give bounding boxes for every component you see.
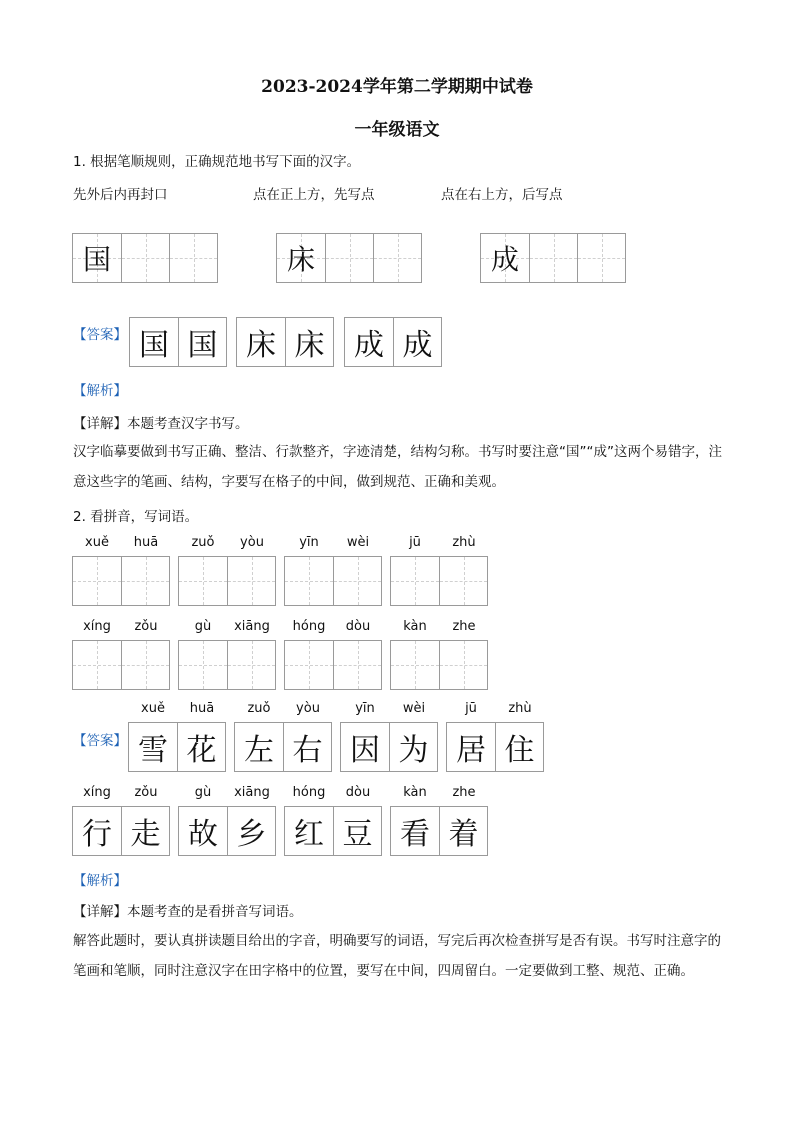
- pinyin-label: gù: [194, 785, 212, 800]
- q2-prompt: 2. 看拼音，写词语。: [73, 509, 199, 525]
- pinyin-label: kàn: [403, 785, 427, 800]
- answer-char: 看: [400, 817, 430, 852]
- pinyin-word: [72, 535, 170, 606]
- writing-cell[interactable]: [391, 535, 439, 605]
- pinyin-label: zhe: [452, 785, 476, 800]
- answer-cell: [129, 701, 177, 771]
- answer-cell: [179, 785, 227, 855]
- pinyin-label: zuǒ: [247, 701, 271, 716]
- answer-cell: [341, 701, 389, 771]
- writing-cell[interactable]: [179, 619, 227, 689]
- answer-char: 右: [292, 733, 323, 768]
- pinyin-label: xiāng: [234, 785, 270, 800]
- writing-cell[interactable]: [439, 535, 487, 605]
- q1-model-char: 成: [490, 243, 519, 276]
- q1-explanation: 汉字临摹要做到书写正确、整洁、行款整齐，字迹清楚，结构匀称。书写时要注意“国”“成”这两个易错字，注意这些字的笔画、结构，字要写在格子的中间，做到规范、正确和美观。: [73, 444, 722, 490]
- pinyin-word: [72, 619, 170, 690]
- q2-explanation: 解答此题时，要认真拼读题目给出的字音，明确要写的词语，写完后再次检查拼写是否有误。书写时注意字的笔画和笔顺，同时注意汉字在田字格中的位置，要写在中间，四周留白。一定要做到工整、规范、正确。: [73, 933, 721, 979]
- pinyin-word: [284, 619, 382, 690]
- answer-char: 国: [139, 328, 169, 363]
- answer-char: 成: [354, 328, 384, 363]
- answer-cell: [447, 701, 495, 771]
- pinyin-label: zhe: [452, 619, 476, 634]
- tianzige-grid: [390, 619, 488, 690]
- pinyin-label: xuě: [85, 535, 109, 550]
- answer-char: 行: [82, 817, 112, 852]
- tianzige-grid: [178, 785, 276, 856]
- tianzige-grid: [72, 535, 170, 606]
- tianzige-grid: [284, 535, 382, 606]
- q1-answer-grid-3: [344, 317, 442, 367]
- q1-model-char: 床: [286, 243, 315, 276]
- answer-char: 因: [350, 733, 380, 768]
- tianzige-grid: [234, 701, 332, 772]
- answer-word: [340, 701, 438, 772]
- writing-cell[interactable]: [227, 619, 275, 689]
- pinyin-label: xíng: [83, 785, 111, 800]
- pinyin-label: wèi: [402, 701, 426, 716]
- writing-cell[interactable]: [121, 234, 169, 282]
- pinyin-label: zuǒ: [191, 535, 215, 550]
- q1-rule-1: 先外后内再封口: [73, 187, 168, 203]
- pinyin-label: yīn: [299, 535, 319, 550]
- page-title: 2023-2024学年第二学期期中试卷: [261, 77, 533, 97]
- q1-grid-guo: [72, 233, 218, 283]
- pinyin-label: jū: [465, 701, 477, 716]
- writing-cell[interactable]: [285, 535, 333, 605]
- answer-word: [284, 785, 382, 856]
- answer-char: 着: [448, 817, 479, 852]
- answer-char: 床: [246, 328, 276, 363]
- writing-cell[interactable]: [73, 619, 121, 689]
- tianzige-grid: [72, 785, 170, 856]
- answer-cell: [439, 785, 487, 855]
- writing-cell[interactable]: [169, 234, 217, 282]
- answer-cell: [389, 701, 437, 771]
- pinyin-word: [390, 619, 488, 690]
- q2-answer-label: 【答案】: [73, 733, 127, 749]
- q1-grid-cheng: [480, 233, 626, 283]
- writing-cell[interactable]: [391, 619, 439, 689]
- q1-rule-3: 点在右上方，后写点: [441, 187, 563, 203]
- answer-char: 成: [402, 328, 433, 363]
- answer-cell: [391, 785, 439, 855]
- q1-prompt: 1. 根据笔顺规则，正确规范地书写下面的汉字。: [73, 154, 361, 170]
- answer-word: [72, 785, 170, 856]
- q1-model-char: 国: [82, 243, 111, 276]
- pinyin-label: wèi: [346, 535, 370, 550]
- answer-cell: [285, 785, 333, 855]
- q1-grid-chuang: [276, 233, 422, 283]
- answer-word: [128, 701, 226, 772]
- answer-cell: [121, 785, 169, 855]
- tianzige-grid: [128, 701, 226, 772]
- writing-cell[interactable]: [577, 234, 625, 282]
- answer-char: 国: [187, 328, 218, 363]
- answer-cell: [235, 701, 283, 771]
- tianzige-grid: [340, 701, 438, 772]
- writing-cell[interactable]: [439, 619, 487, 689]
- pinyin-label: kàn: [403, 619, 427, 634]
- writing-cell[interactable]: [179, 535, 227, 605]
- pinyin-label: dòu: [345, 619, 371, 634]
- page-subtitle: 一年级语文: [354, 120, 440, 140]
- answer-char: 居: [456, 733, 486, 768]
- tianzige-grid: [72, 619, 170, 690]
- tianzige-grid: [284, 619, 382, 690]
- pinyin-word: [178, 619, 276, 690]
- pinyin-label: yòu: [296, 701, 320, 716]
- answer-word: [446, 701, 544, 772]
- writing-cell[interactable]: [373, 234, 421, 282]
- q2-analysis-label: 【解析】: [73, 873, 127, 889]
- pinyin-label: yīn: [355, 701, 375, 716]
- pinyin-label: jū: [409, 535, 421, 550]
- q1-analysis-label: 【解析】: [73, 383, 127, 399]
- answer-char: 红: [294, 817, 324, 852]
- writing-cell[interactable]: [333, 535, 381, 605]
- pinyin-label: zhù: [508, 701, 532, 716]
- q1-answer-label: 【答案】: [73, 327, 127, 343]
- pinyin-label: huā: [133, 535, 159, 550]
- pinyin-label: gù: [194, 619, 212, 634]
- answer-cell: [227, 785, 275, 855]
- q1-answer-grid-2: [236, 317, 334, 367]
- answer-char: 走: [130, 817, 161, 852]
- q1-rule-2: 点在正上方，先写点: [253, 187, 375, 203]
- writing-cell[interactable]: [529, 234, 577, 282]
- answer-cell: [495, 701, 543, 771]
- pinyin-label: hóng: [292, 785, 326, 800]
- tianzige-grid: [390, 535, 488, 606]
- pinyin-label: xiāng: [234, 619, 270, 634]
- answer-char: 雪: [138, 733, 168, 768]
- tianzige-grid: [390, 785, 488, 856]
- pinyin-label: zhù: [452, 535, 476, 550]
- answer-char: 床: [294, 328, 325, 363]
- answer-char: 故: [188, 817, 218, 852]
- writing-cell[interactable]: [333, 619, 381, 689]
- tianzige-grid: [178, 619, 276, 690]
- pinyin-label: dòu: [345, 785, 371, 800]
- answer-cell: [177, 701, 225, 771]
- pinyin-word: [390, 535, 488, 606]
- writing-cell[interactable]: [325, 234, 373, 282]
- writing-cell[interactable]: [121, 535, 169, 605]
- answer-word: [234, 701, 332, 772]
- pinyin-label: huā: [189, 701, 215, 716]
- pinyin-label: xuě: [141, 701, 165, 716]
- answer-char: 豆: [342, 817, 373, 852]
- answer-char: 住: [504, 733, 535, 768]
- writing-cell[interactable]: [227, 535, 275, 605]
- writing-cell[interactable]: [73, 535, 121, 605]
- answer-char: 为: [398, 733, 429, 768]
- answer-word: [178, 785, 276, 856]
- pinyin-label: xíng: [83, 619, 111, 634]
- pinyin-label: zǒu: [134, 619, 158, 634]
- answer-word: [390, 785, 488, 856]
- writing-cell[interactable]: [285, 619, 333, 689]
- tianzige-grid: [178, 535, 276, 606]
- tianzige-grid: [446, 701, 544, 772]
- answer-char: 花: [186, 733, 217, 768]
- pinyin-word: [178, 535, 276, 606]
- answer-cell: [283, 701, 331, 771]
- q1-detail: 【详解】本题考查汉字书写。: [73, 416, 249, 432]
- pinyin-label: yòu: [240, 535, 264, 550]
- pinyin-word: [284, 535, 382, 606]
- pinyin-label: hóng: [292, 619, 326, 634]
- tianzige-grid: [284, 785, 382, 856]
- writing-cell[interactable]: [121, 619, 169, 689]
- answer-cell: [73, 785, 121, 855]
- answer-cell: [333, 785, 381, 855]
- q1-answer-grid-1: [129, 317, 227, 367]
- q2-detail: 【详解】本题考查的是看拼音写词语。: [73, 904, 303, 920]
- answer-char: 乡: [236, 817, 267, 852]
- pinyin-label: zǒu: [134, 785, 158, 800]
- answer-char: 左: [244, 733, 274, 768]
